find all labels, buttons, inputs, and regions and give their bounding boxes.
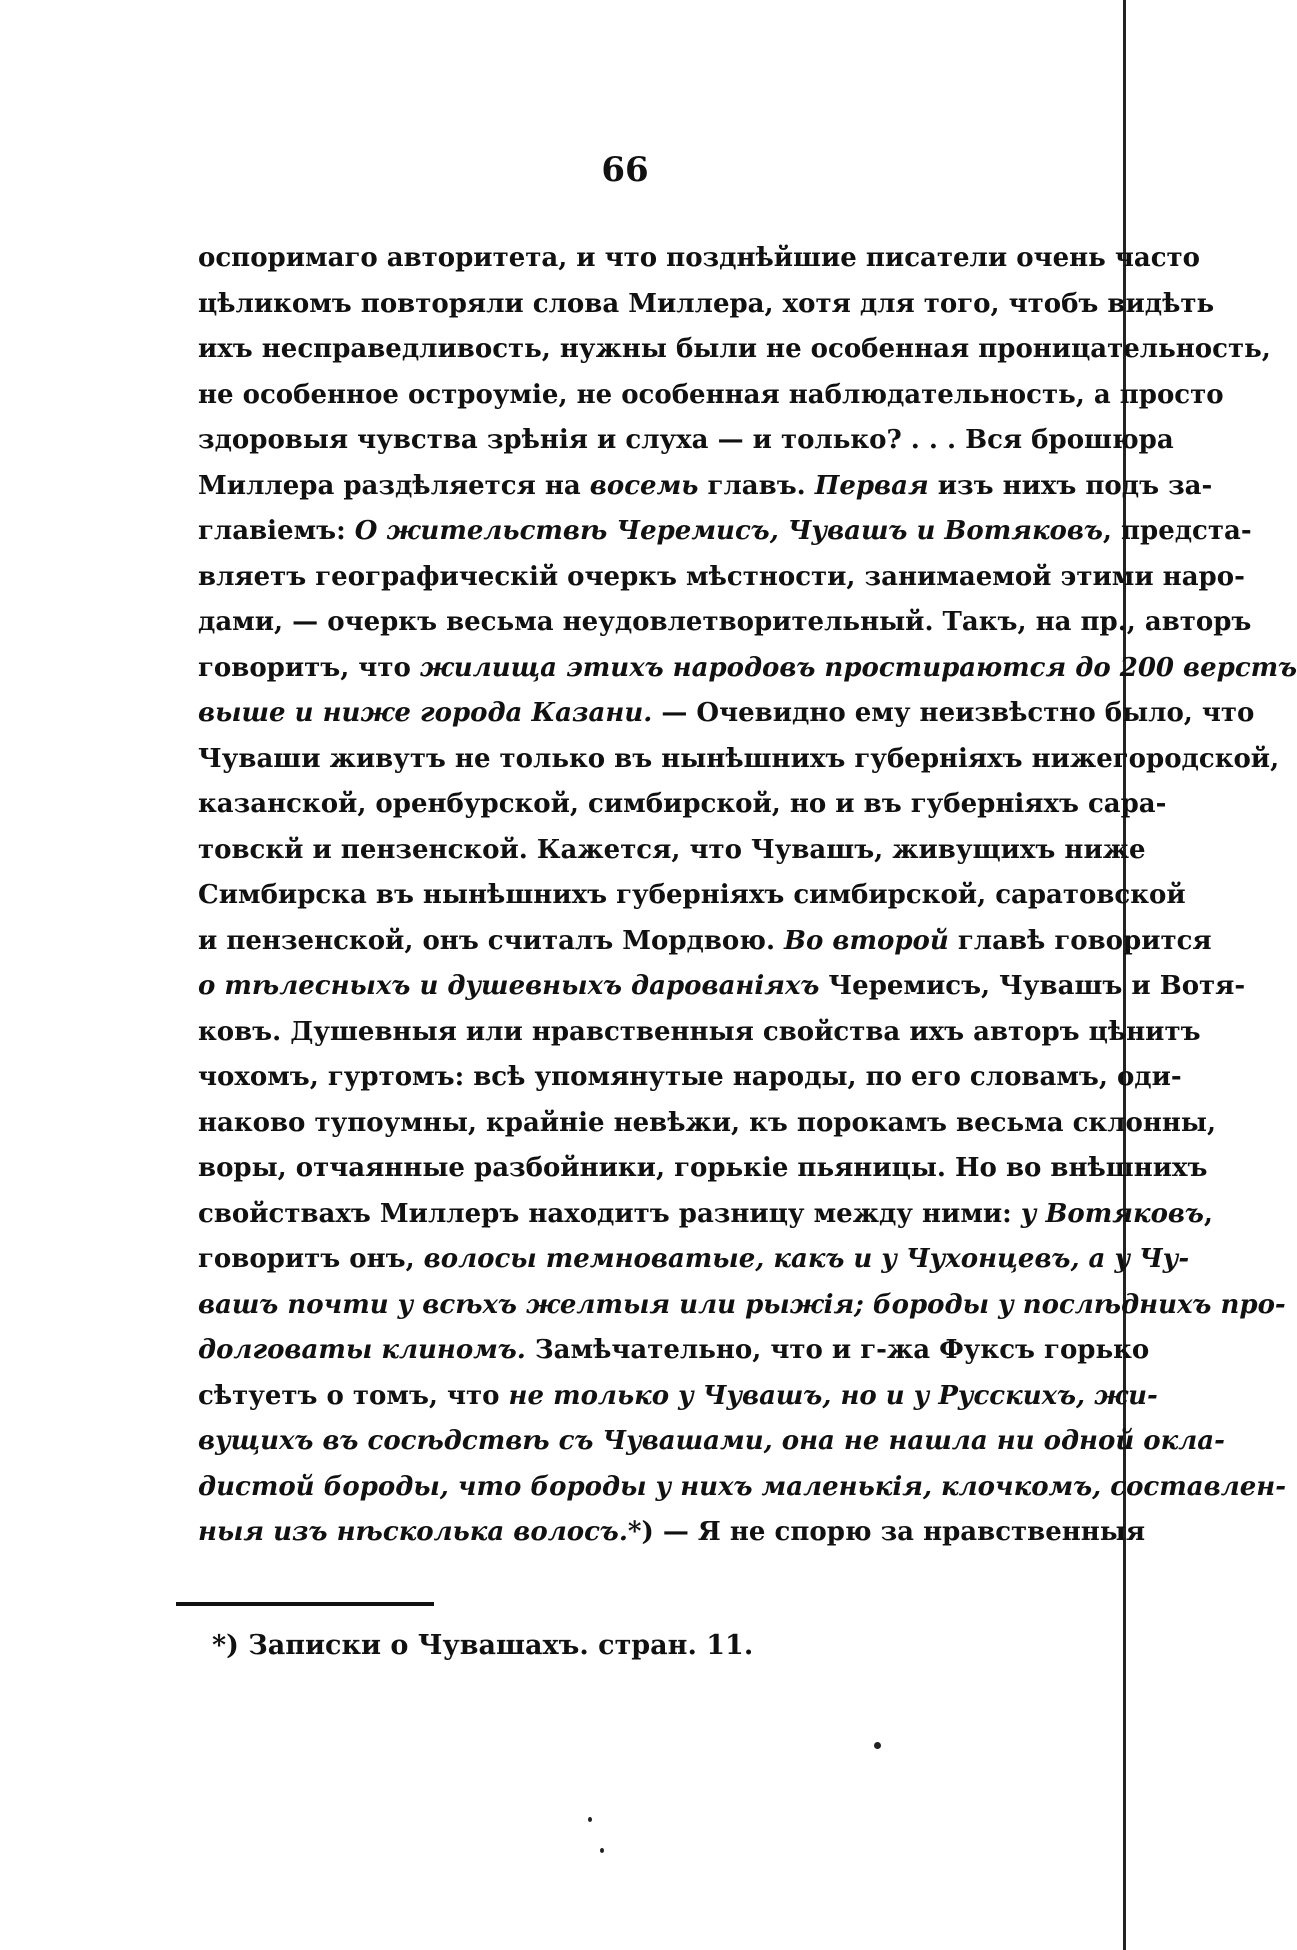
text-line xyxy=(198,1465,1287,1511)
italic-text: восемь xyxy=(589,470,699,501)
ink-speck xyxy=(874,1742,881,1749)
text-line xyxy=(198,782,1167,828)
text-line xyxy=(198,555,1245,601)
text-line xyxy=(198,1328,1150,1374)
italic-text: у Вотяковъ xyxy=(1020,1198,1204,1229)
text-segment: говоритъ онъ, xyxy=(198,1244,424,1274)
text-segment: ихъ несправедливость, нужны были не особенная проницательность, xyxy=(198,334,1271,364)
text-line xyxy=(198,1010,1201,1056)
text-segment: цѣликомъ повторяли слова Миллера, хотя для того, чтобъ видѣть xyxy=(198,288,1215,319)
text-line xyxy=(198,828,1146,874)
italic-text: ныя изъ нѣсколька волосъ. xyxy=(198,1517,628,1547)
text-segment: Замѣчательно, что и г-жа Фуксъ горько xyxy=(525,1335,1150,1365)
text-segment: вляетъ географическій очеркъ мѣстности, занимаемой этими наро- xyxy=(198,561,1245,592)
italic-text: Во второй xyxy=(784,925,949,956)
text-line xyxy=(198,1055,1182,1101)
italic-text: дистой бороды, что бороды у нихъ маленькія, клочкомъ, составлен- xyxy=(198,1471,1287,1502)
text-line xyxy=(198,509,1252,555)
text-line xyxy=(198,600,1252,646)
text-line xyxy=(198,1237,1190,1283)
footnote-divider xyxy=(176,1602,434,1606)
text-line xyxy=(198,691,1255,737)
text-line xyxy=(198,418,1174,464)
text-segment: оспоримаго авторитета, и что позднѣйшие писатели очень часто xyxy=(198,243,1201,273)
text-line xyxy=(198,1101,1217,1147)
text-line xyxy=(198,327,1271,373)
text-segment: Черемисъ, Чувашъ и Вотя- xyxy=(819,971,1246,1001)
text-segment: наково тупоумны, крайніе невѣжи, къ порокамъ весьма склонны, xyxy=(198,1107,1217,1138)
text-segment: главъ. xyxy=(698,470,815,501)
text-segment: , предста- xyxy=(1102,516,1252,546)
text-segment: главіемъ: xyxy=(198,516,355,546)
text-segment: , xyxy=(1203,1198,1213,1229)
text-segment: чохомъ, гуртомъ: всѣ упомянутые народы, по его словамъ, оди- xyxy=(198,1062,1182,1092)
text-segment: товскй и пензенской. Кажется, что Чувашъ, живущихъ ниже xyxy=(198,834,1146,865)
text-line xyxy=(198,964,1246,1010)
text-line xyxy=(198,282,1215,328)
text-segment: — Очевидно ему неизвѣстно было, что xyxy=(652,698,1255,728)
text-line xyxy=(198,873,1186,919)
italic-text: Первая xyxy=(814,470,929,501)
footnote: *) Записки о Чувашахъ. стран. 11. xyxy=(212,1630,754,1661)
text-line xyxy=(198,646,1297,692)
text-segment: ковъ. Душевныя или нравственныя свойства ихъ авторъ цѣнитъ xyxy=(198,1016,1201,1047)
text-segment: Миллера раздѣляется на xyxy=(198,470,590,501)
text-segment: и пензенской, онъ считалъ Мордвою. xyxy=(198,925,785,956)
text-segment: *) — Я не спорю за нравственныя xyxy=(627,1517,1146,1547)
text-segment: свойствахъ Миллеръ находитъ разницу между ними: xyxy=(198,1198,1021,1229)
italic-text: долговаты клиномъ. xyxy=(198,1335,526,1365)
italic-text: О жительствѣ Черемисъ, Чувашъ и Вотяковъ xyxy=(354,516,1103,546)
italic-text: выше и ниже города Казани. xyxy=(198,698,653,728)
ink-speck xyxy=(588,1817,592,1822)
text-segment: Чуваши живутъ не только въ нынѣшнихъ губерніяхъ нижегородской, xyxy=(198,743,1280,774)
text-line xyxy=(198,1192,1213,1238)
text-segment: не особенное остроуміе, не особенная наблюдательность, а просто xyxy=(198,379,1224,410)
text-segment: сѣтуетъ о томъ, что xyxy=(198,1380,509,1411)
text-segment: здоровыя чувства зрѣнія и слуха — и только? . . . Вся брошюра xyxy=(198,425,1174,455)
page-number: 66 xyxy=(601,150,649,190)
text-line xyxy=(198,1419,1225,1465)
text-segment: изъ нихъ подъ за- xyxy=(928,470,1213,501)
italic-text: жилища этихъ народовъ простираются до 200 верстъ xyxy=(419,652,1297,683)
text-line xyxy=(198,1283,1286,1329)
text-segment: говоритъ, что xyxy=(198,652,420,683)
ink-speck xyxy=(600,1848,604,1853)
text-line xyxy=(198,373,1224,419)
italic-text: волосы темноватые, какъ и у Чухонцевъ, а у Чу- xyxy=(423,1244,1190,1274)
text-segment: главѣ говорится xyxy=(948,925,1212,956)
text-segment: дами, — очеркъ весьма неудовлетворительный. Такъ, на пр., авторъ xyxy=(198,607,1252,637)
text-line xyxy=(198,1146,1208,1192)
text-line xyxy=(198,1374,1158,1420)
text-segment: воры, отчаянные разбойники, горькіе пьяницы. Но во внѣшнихъ xyxy=(198,1153,1208,1183)
text-line xyxy=(198,919,1212,965)
body-text xyxy=(198,236,1297,1556)
italic-text: вашъ почти у всѣхъ желтыя или рыжія; бороды у послѣднихъ про- xyxy=(198,1289,1286,1320)
text-line xyxy=(198,737,1280,783)
text-segment: казанской, оренбурской, симбирской, но и въ губерніяхъ сара- xyxy=(198,789,1167,819)
italic-text: о тѣлесныхъ и душевныхъ дарованіяхъ xyxy=(198,971,820,1001)
italic-text: не только у Чувашъ, но и у Русскихъ, жи- xyxy=(508,1380,1158,1411)
text-line xyxy=(198,1510,1146,1556)
text-line xyxy=(198,236,1201,282)
italic-text: вущихъ въ сосѣдствѣ съ Чувашами, она не нашла ни одной окла- xyxy=(198,1426,1225,1456)
text-segment: Симбирска въ нынѣшнихъ губерніяхъ симбирской, саратовской xyxy=(198,880,1186,910)
text-line xyxy=(198,464,1213,510)
